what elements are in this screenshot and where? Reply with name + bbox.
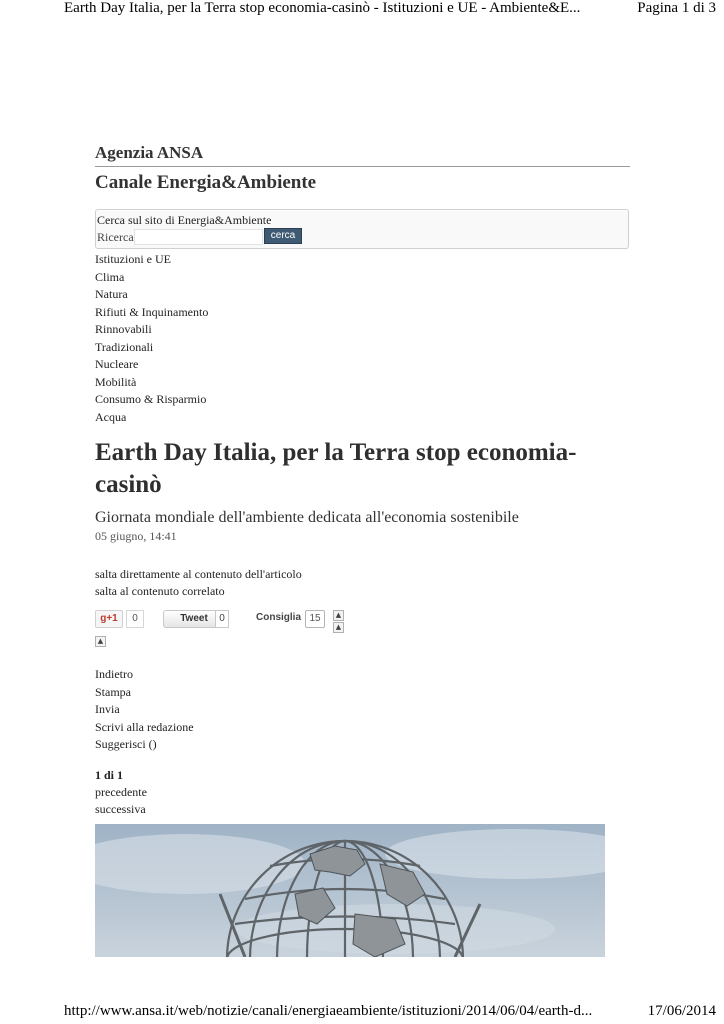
recommend-button[interactable]: Consiglia (256, 612, 302, 623)
recommend-count: 15 (305, 610, 325, 628)
print-footer (0, 1003, 724, 1024)
gallery-next-link[interactable]: successiva (95, 801, 146, 816)
agency-name[interactable]: Agenzia ANSA (95, 143, 630, 167)
section-nav (95, 251, 630, 426)
nav-item-rinnovabili[interactable]: Rinnovabili (95, 322, 152, 336)
print-header-title: Earth Day Italia, per la Terra stop economia-casinò - Istituzioni e UE - Ambiente&E... (64, 0, 581, 16)
skip-to-content-link[interactable]: salta direttamente al contenuto dell'articolo (95, 567, 302, 581)
font-size-increase-icon[interactable]: ▲ (333, 610, 344, 621)
nav-item-acqua[interactable]: Acqua (95, 409, 127, 424)
nav-item-nucleare[interactable]: Nucleare (95, 357, 139, 371)
article-headline: Earth Day Italia, per la Terra stop economia-casinò (95, 439, 577, 498)
social-bar (95, 610, 630, 662)
gallery-counter: 1 di 1 (95, 767, 124, 782)
send-link[interactable]: Invia (95, 702, 120, 716)
print-footer-url: http://www.ansa.it/web/notizie/canali/energiaeambiente/istituzioni/2014/06/04/earth-d... (64, 1003, 593, 1019)
google-plus-count: 0 (126, 610, 144, 628)
search-label: Cerca sul sito di Energia&Ambiente (97, 213, 272, 227)
article-photo (95, 824, 605, 957)
search-input[interactable] (134, 229, 263, 245)
print-header (0, 0, 724, 22)
google-plus-label: +1 (106, 613, 118, 624)
print-header-page: Pagina 1 di 3 (637, 0, 716, 16)
nav-item-mobilita[interactable]: Mobilità (95, 374, 137, 389)
search-box (95, 209, 629, 249)
google-plus-icon: g (100, 613, 107, 624)
skip-links (95, 566, 630, 600)
skip-to-related-link[interactable]: salta al contenuto correlato (95, 584, 225, 598)
gallery-prev-link[interactable]: precedente (95, 784, 147, 799)
article-subtitle: Giornata mondiale dell'ambiente dedicata all'economia sostenibile (95, 509, 519, 526)
nav-item-rifiuti[interactable]: Rifiuti & Inquinamento (95, 304, 209, 319)
nav-item-tradizionali[interactable]: Tradizionali (95, 339, 154, 354)
nav-item-clima[interactable]: Clima (95, 269, 125, 284)
nav-item-istituzioni[interactable]: Istituzioni e UE (95, 252, 171, 266)
channel-name[interactable]: Canale Energia&Ambiente (95, 172, 317, 193)
article-actions (95, 666, 630, 754)
tweet-button[interactable]: Tweet (163, 610, 225, 628)
search-button[interactable]: cerca (264, 228, 302, 244)
article-date: 05 giugno, 14:41 (95, 529, 177, 543)
font-size-decrease-icon[interactable]: ▲ (333, 622, 344, 633)
back-link[interactable]: Indietro (95, 667, 133, 681)
tweet-count: 0 (215, 610, 229, 628)
print-footer-date: 17/06/2014 (647, 1003, 716, 1019)
suggest-link[interactable]: Suggerisci () (95, 737, 157, 751)
font-size-reset-icon[interactable]: ▲ (95, 636, 106, 647)
print-link[interactable]: Stampa (95, 684, 131, 699)
unisphere-globe-image (95, 824, 605, 957)
nav-item-consumo[interactable]: Consumo & Risparmio (95, 392, 207, 406)
nav-item-natura[interactable]: Natura (95, 287, 128, 301)
search-field-label: Ricerca (97, 230, 134, 244)
article-page (95, 140, 630, 818)
write-editor-link[interactable]: Scrivi alla redazione (95, 719, 194, 734)
google-plus-button[interactable] (95, 610, 123, 628)
gallery-nav (95, 767, 630, 818)
